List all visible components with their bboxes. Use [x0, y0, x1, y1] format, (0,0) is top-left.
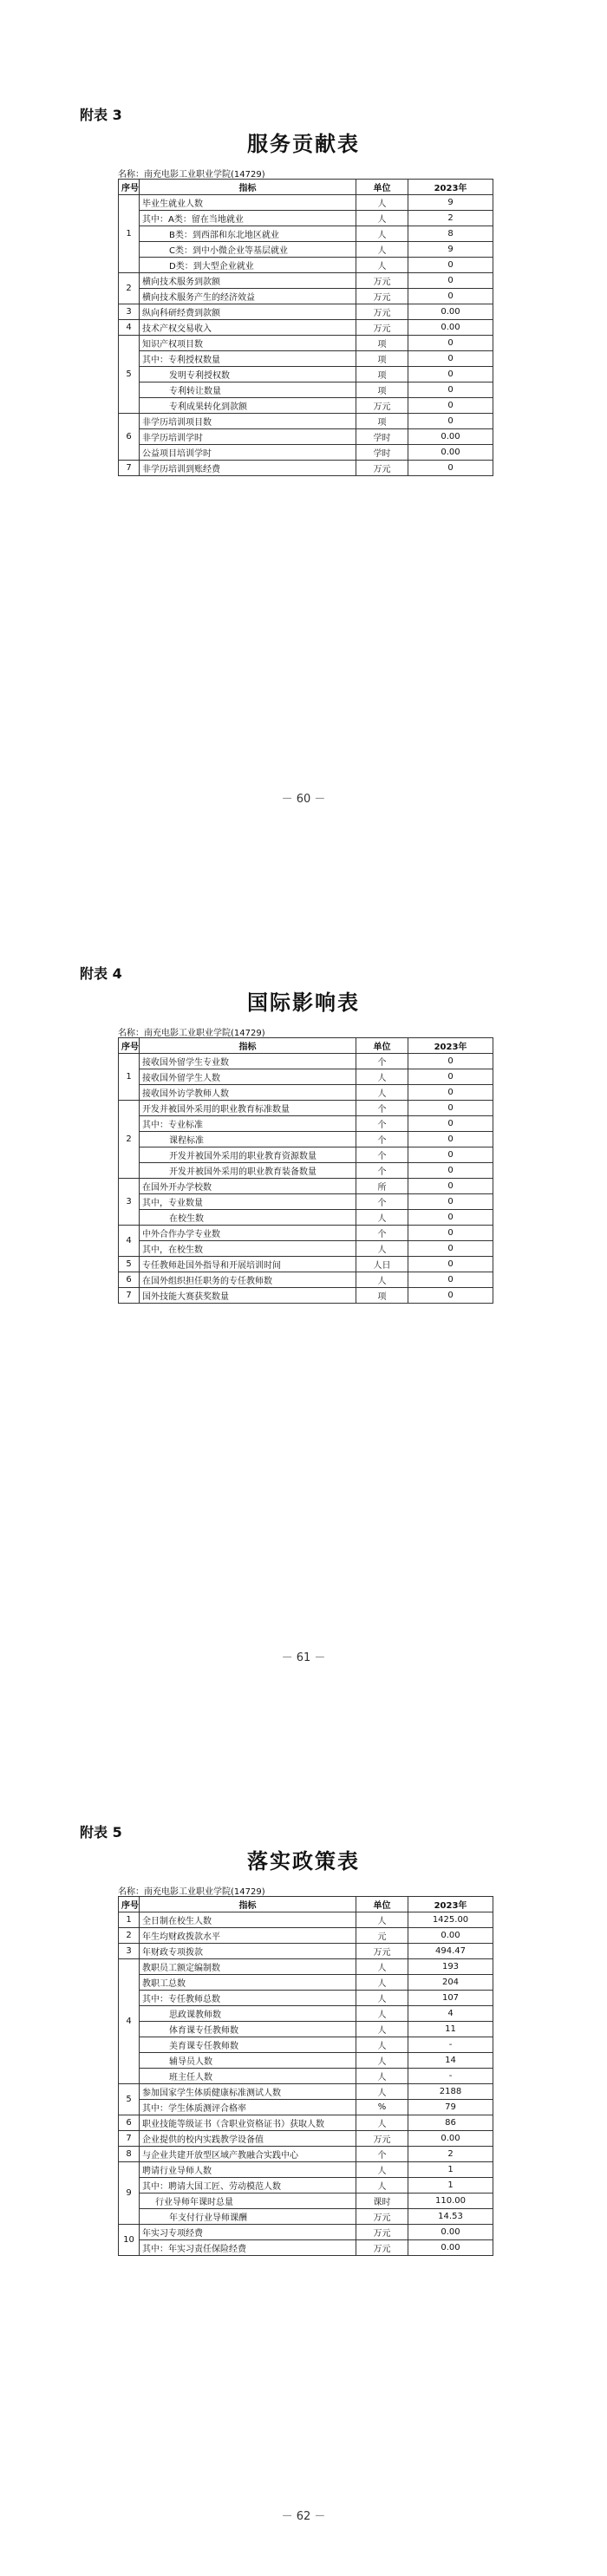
table-row [119, 1194, 493, 1210]
table-row [119, 1054, 493, 1069]
unit-cell: 人 [356, 1085, 408, 1101]
row-number: 6 [119, 1272, 140, 1288]
unit-cell: 人 [356, 226, 408, 242]
indicator-cell: 其中，专业数量 [140, 1194, 356, 1210]
row-number: 1 [119, 1054, 140, 1101]
value-cell: 1 [408, 2178, 493, 2194]
value-cell: 0 [408, 273, 493, 289]
row-number: 5 [119, 2084, 140, 2115]
table-row [119, 226, 493, 242]
value-cell: 0 [408, 1054, 493, 1069]
table-row [119, 398, 493, 414]
column-header: 序号 [119, 1038, 140, 1054]
table-row [119, 351, 493, 367]
unit-cell: 个 [356, 1194, 408, 1210]
table-row [119, 258, 493, 273]
indicator-cell: 专利转让数量 [140, 382, 356, 398]
unit-cell: 个 [356, 1163, 408, 1179]
value-cell: 0 [408, 398, 493, 414]
unit-cell: 课时 [356, 2194, 408, 2209]
value-cell: 4 [408, 2006, 493, 2022]
value-cell: 11 [408, 2022, 493, 2037]
value-cell: 0 [408, 1241, 493, 1257]
value-cell: 0 [408, 1116, 493, 1132]
value-cell: 193 [408, 1959, 493, 1975]
table-row [119, 1959, 493, 1975]
column-header: 单位 [356, 1897, 408, 1912]
table-row [119, 1272, 493, 1288]
indicator-cell: 开发并被国外采用的职业教育标准数量 [140, 1101, 356, 1116]
unit-cell: 个 [356, 1101, 408, 1116]
table-row [119, 2147, 493, 2162]
value-cell: 1 [408, 2162, 493, 2178]
unit-cell: 万元 [356, 2240, 408, 2256]
value-cell: 0 [408, 1101, 493, 1116]
value-cell: 0.00 [408, 429, 493, 445]
table-row [119, 2131, 493, 2147]
indicator-cell: 接收国外留学生人数 [140, 1069, 356, 1085]
table-row [119, 2022, 493, 2037]
table-row [119, 2240, 493, 2256]
row-number: 7 [119, 461, 140, 476]
indicator-cell: B类：到西部和东北地区就业 [140, 226, 356, 242]
table-row [119, 1116, 493, 1132]
unit-cell: 项 [356, 382, 408, 398]
unit-cell: 人 [356, 1069, 408, 1085]
value-cell: 107 [408, 1991, 493, 2006]
table-row [119, 2178, 493, 2194]
indicator-cell: 聘请行业导师人数 [140, 2162, 356, 2178]
unit-cell: 万元 [356, 273, 408, 289]
value-cell: 0 [408, 461, 493, 476]
unit-cell: 个 [356, 1116, 408, 1132]
indicator-cell: 课程标准 [140, 1132, 356, 1147]
value-cell: 0 [408, 1272, 493, 1288]
value-cell: 0 [408, 1226, 493, 1241]
table-header-row [119, 1897, 493, 1912]
institution-name: 名称：南充电影工业职业学院(14729) [118, 170, 265, 180]
value-cell: 0 [408, 1179, 493, 1194]
value-cell: 0 [408, 351, 493, 367]
page-appendix-3 [0, 0, 607, 859]
column-header: 单位 [356, 1038, 408, 1054]
value-cell: 1425.00 [408, 1912, 493, 1928]
column-header: 2023年 [408, 1038, 493, 1054]
indicator-cell: 横向技术服务到款额 [140, 273, 356, 289]
unit-cell: 人 [356, 258, 408, 273]
table-row [119, 461, 493, 476]
indicator-cell: 企业提供的校内实践教学设备值 [140, 2131, 356, 2147]
indicator-cell: 中外合作办学专业数 [140, 1226, 356, 1241]
value-cell: 0 [408, 1288, 493, 1304]
unit-cell: 个 [356, 1147, 408, 1163]
international-influence-table [118, 1037, 493, 1304]
indicator-cell: 开发并被国外采用的职业教育资源数量 [140, 1147, 356, 1163]
indicator-cell: 其中：学生体质测评合格率 [140, 2100, 356, 2115]
value-cell: 2188 [408, 2084, 493, 2100]
value-cell: - [408, 2069, 493, 2084]
institution-name: 名称：南充电影工业职业学院(14729) [118, 1887, 265, 1897]
table-row [119, 1928, 493, 1944]
column-header: 指标 [140, 180, 356, 195]
value-cell: 110.00 [408, 2194, 493, 2209]
indicator-cell: 发明专利授权数 [140, 367, 356, 382]
table-row [119, 195, 493, 211]
table-row [119, 1226, 493, 1241]
table-row [119, 2006, 493, 2022]
row-number: 1 [119, 1912, 140, 1928]
unit-cell: 所 [356, 1179, 408, 1194]
unit-cell: 元 [356, 1928, 408, 1944]
institution-name: 名称：南充电影工业职业学院(14729) [118, 1029, 265, 1038]
table-row [119, 1147, 493, 1163]
indicator-cell: 非学历培训项目数 [140, 414, 356, 429]
indicator-cell: 其中：专任教师总数 [140, 1991, 356, 2006]
table-title: 落实政策表 [247, 1848, 360, 1873]
table-row [119, 2053, 493, 2069]
appendix-label: 附表 5 [80, 1824, 122, 1840]
unit-cell: 学时 [356, 445, 408, 461]
indicator-cell: 非学历培训学时 [140, 429, 356, 445]
indicator-cell: 技术产权交易收入 [140, 320, 356, 336]
value-cell: 0 [408, 414, 493, 429]
indicator-cell: D类：到大型企业就业 [140, 258, 356, 273]
indicator-cell: 在国外开办学校数 [140, 1179, 356, 1194]
table-row [119, 336, 493, 351]
unit-cell: 人 [356, 195, 408, 211]
table-title: 国际影响表 [247, 990, 360, 1015]
table-row [119, 414, 493, 429]
unit-cell: 人 [356, 1912, 408, 1928]
table-row [119, 1179, 493, 1194]
indicator-cell: 在国外组织担任职务的专任教师数 [140, 1272, 356, 1288]
table-row [119, 1085, 493, 1101]
table-row [119, 1163, 493, 1179]
indicator-cell: 知识产权项目数 [140, 336, 356, 351]
appendix-label: 附表 3 [80, 107, 122, 123]
indicator-cell: 全日制在校生人数 [140, 1912, 356, 1928]
indicator-cell: 年实习专项经费 [140, 2225, 356, 2240]
indicator-cell: 非学历培训到账经费 [140, 461, 356, 476]
value-cell: 0.00 [408, 1928, 493, 1944]
table-header-row [119, 1038, 493, 1054]
indicator-cell: 在校生数 [140, 1210, 356, 1226]
indicator-cell: 年生均财政拨款水平 [140, 1928, 356, 1944]
page-appendix-4 [0, 859, 607, 1717]
table-row [119, 382, 493, 398]
value-cell: 14 [408, 2053, 493, 2069]
column-header: 指标 [140, 1038, 356, 1054]
table-row [119, 273, 493, 289]
row-number: 5 [119, 1257, 140, 1272]
row-number: 8 [119, 2147, 140, 2162]
page-appendix-5 [0, 1717, 607, 2576]
unit-cell: 万元 [356, 398, 408, 414]
indicator-cell: 班主任人数 [140, 2069, 356, 2084]
indicator-cell: 接收国外访学教师人数 [140, 1085, 356, 1101]
unit-cell: 万元 [356, 2209, 408, 2225]
unit-cell: 项 [356, 414, 408, 429]
unit-cell: 人 [356, 1241, 408, 1257]
unit-cell: 人 [356, 2162, 408, 2178]
indicator-cell: 行业导师年课时总量 [140, 2194, 356, 2209]
table-row [119, 1288, 493, 1304]
page-number: － 60 － [281, 793, 326, 806]
value-cell: 0 [408, 1194, 493, 1210]
row-number: 2 [119, 1928, 140, 1944]
column-header: 单位 [356, 180, 408, 195]
unit-cell: 万元 [356, 461, 408, 476]
unit-cell: 个 [356, 2147, 408, 2162]
unit-cell: 项 [356, 1288, 408, 1304]
column-header: 序号 [119, 1897, 140, 1912]
unit-cell: 个 [356, 1226, 408, 1241]
page-number: － 61 － [281, 1651, 326, 1664]
value-cell: 0.00 [408, 2131, 493, 2147]
table-row [119, 2162, 493, 2178]
indicator-cell: 教职员工额定编制数 [140, 1959, 356, 1975]
unit-cell: 万元 [356, 320, 408, 336]
table-row [119, 1975, 493, 1991]
indicator-cell: 教职工总数 [140, 1975, 356, 1991]
unit-cell: 万元 [356, 289, 408, 304]
indicator-cell: 体育课专任教师数 [140, 2022, 356, 2037]
row-number: 2 [119, 1101, 140, 1179]
table-row [119, 445, 493, 461]
indicator-cell: 专利成果转化到款额 [140, 398, 356, 414]
value-cell: 0 [408, 1257, 493, 1272]
unit-cell: 人 [356, 2084, 408, 2100]
value-cell: 0 [408, 1163, 493, 1179]
row-number: 6 [119, 2115, 140, 2131]
value-cell: 0 [408, 367, 493, 382]
value-cell: 79 [408, 2100, 493, 2115]
column-header: 序号 [119, 180, 140, 195]
row-number: 2 [119, 273, 140, 304]
indicator-cell: C类：到中小微企业等基层就业 [140, 242, 356, 258]
unit-cell: 人 [356, 242, 408, 258]
unit-cell: 人 [356, 2069, 408, 2084]
value-cell: 9 [408, 242, 493, 258]
table-row [119, 1912, 493, 1928]
row-number: 5 [119, 336, 140, 414]
appendix-label: 附表 4 [80, 965, 122, 982]
unit-cell: 人 [356, 2037, 408, 2053]
table-row [119, 1101, 493, 1116]
unit-cell: 万元 [356, 1944, 408, 1959]
table-row [119, 289, 493, 304]
indicator-cell: 公益项目培训学时 [140, 445, 356, 461]
value-cell: 0 [408, 336, 493, 351]
table-row [119, 1944, 493, 1959]
table-row [119, 367, 493, 382]
row-number: 3 [119, 1944, 140, 1959]
unit-cell: 个 [356, 1054, 408, 1069]
indicator-cell: 横向技术服务产生的经济效益 [140, 289, 356, 304]
row-number: 6 [119, 414, 140, 461]
value-cell: 204 [408, 1975, 493, 1991]
policy-implementation-table [118, 1896, 493, 2256]
value-cell: 86 [408, 2115, 493, 2131]
indicator-cell: 接收国外留学生专业数 [140, 1054, 356, 1069]
table-row [119, 211, 493, 226]
indicator-cell: 国外技能大赛获奖数量 [140, 1288, 356, 1304]
value-cell: - [408, 2037, 493, 2053]
table-row [119, 304, 493, 320]
value-cell: 8 [408, 226, 493, 242]
unit-cell: 个 [356, 1132, 408, 1147]
indicator-cell: 纵向科研经费到款额 [140, 304, 356, 320]
unit-cell: 人 [356, 1991, 408, 2006]
table-row [119, 2037, 493, 2053]
value-cell: 0 [408, 1132, 493, 1147]
value-cell: 2 [408, 211, 493, 226]
indicator-cell: 开发并被国外采用的职业教育装备数量 [140, 1163, 356, 1179]
column-header: 2023年 [408, 1897, 493, 1912]
value-cell: 0 [408, 258, 493, 273]
indicator-cell: 辅导员人数 [140, 2053, 356, 2069]
value-cell: 9 [408, 195, 493, 211]
indicator-cell: 美育课专任教师数 [140, 2037, 356, 2053]
indicator-cell: 其中：聘请大国工匠、劳动模范人数 [140, 2178, 356, 2194]
unit-cell: 人 [356, 2006, 408, 2022]
row-number: 4 [119, 1959, 140, 2084]
column-header: 指标 [140, 1897, 356, 1912]
unit-cell: 人 [356, 1975, 408, 1991]
row-number: 4 [119, 320, 140, 336]
row-number: 1 [119, 195, 140, 273]
row-number: 3 [119, 304, 140, 320]
value-cell: 494.47 [408, 1944, 493, 1959]
value-cell: 0 [408, 1085, 493, 1101]
unit-cell: 人 [356, 1959, 408, 1975]
value-cell: 0.00 [408, 2240, 493, 2256]
table-row [119, 2069, 493, 2084]
value-cell: 0.00 [408, 445, 493, 461]
value-cell: 2 [408, 2147, 493, 2162]
unit-cell: 人 [356, 2022, 408, 2037]
page-number: － 62 － [281, 2510, 326, 2523]
table-row [119, 2209, 493, 2225]
value-cell: 0.00 [408, 304, 493, 320]
value-cell: 0 [408, 289, 493, 304]
service-contribution-table [118, 179, 493, 476]
row-number: 9 [119, 2162, 140, 2225]
indicator-cell: 年支付行业导师课酬 [140, 2209, 356, 2225]
table-row [119, 2225, 493, 2240]
table-row [119, 2084, 493, 2100]
value-cell: 0.00 [408, 2225, 493, 2240]
value-cell: 0 [408, 1147, 493, 1163]
indicator-cell: 专任教师赴国外指导和开展培训时间 [140, 1257, 356, 1272]
unit-cell: 万元 [356, 2131, 408, 2147]
value-cell: 0.00 [408, 320, 493, 336]
indicator-cell: 其中：专业标准 [140, 1116, 356, 1132]
value-cell: 0 [408, 1069, 493, 1085]
row-number: 3 [119, 1179, 140, 1226]
table-row [119, 429, 493, 445]
table-row [119, 1257, 493, 1272]
indicator-cell: 思政课教师数 [140, 2006, 356, 2022]
table-row [119, 2194, 493, 2209]
unit-cell: 学时 [356, 429, 408, 445]
indicator-cell: 与企业共建开放型区域产教融合实践中心 [140, 2147, 356, 2162]
unit-cell: 项 [356, 367, 408, 382]
unit-cell: 人 [356, 1210, 408, 1226]
row-number: 4 [119, 1226, 140, 1257]
table-row [119, 320, 493, 336]
table-title: 服务贡献表 [247, 131, 360, 156]
table-row [119, 1241, 493, 1257]
unit-cell: 人 [356, 2053, 408, 2069]
table-row [119, 1069, 493, 1085]
table-row [119, 2100, 493, 2115]
unit-cell: 人 [356, 211, 408, 226]
indicator-cell: 其中，在校生数 [140, 1241, 356, 1257]
unit-cell: 万元 [356, 2225, 408, 2240]
indicator-cell: 年财政专项拨款 [140, 1944, 356, 1959]
row-number: 10 [119, 2225, 140, 2256]
table-row [119, 1210, 493, 1226]
indicator-cell: 职业技能等级证书（含职业资格证书）获取人数 [140, 2115, 356, 2131]
unit-cell: 人 [356, 2178, 408, 2194]
table-row [119, 1991, 493, 2006]
indicator-cell: 毕业生就业人数 [140, 195, 356, 211]
row-number: 7 [119, 1288, 140, 1304]
value-cell: 0 [408, 1210, 493, 1226]
value-cell: 0 [408, 382, 493, 398]
unit-cell: 人 [356, 1272, 408, 1288]
column-header: 2023年 [408, 180, 493, 195]
unit-cell: 人日 [356, 1257, 408, 1272]
unit-cell: 万元 [356, 304, 408, 320]
unit-cell: 人 [356, 2115, 408, 2131]
indicator-cell: 其中：专利授权数量 [140, 351, 356, 367]
table-row [119, 2115, 493, 2131]
indicator-cell: 参加国家学生体质健康标准测试人数 [140, 2084, 356, 2100]
table-header-row [119, 180, 493, 195]
table-row [119, 1132, 493, 1147]
indicator-cell: 其中：年实习责任保险经费 [140, 2240, 356, 2256]
unit-cell: % [356, 2100, 408, 2115]
table-row [119, 242, 493, 258]
row-number: 7 [119, 2131, 140, 2147]
unit-cell: 项 [356, 336, 408, 351]
unit-cell: 项 [356, 351, 408, 367]
value-cell: 14.53 [408, 2209, 493, 2225]
indicator-cell: 其中：A类：留在当地就业 [140, 211, 356, 226]
